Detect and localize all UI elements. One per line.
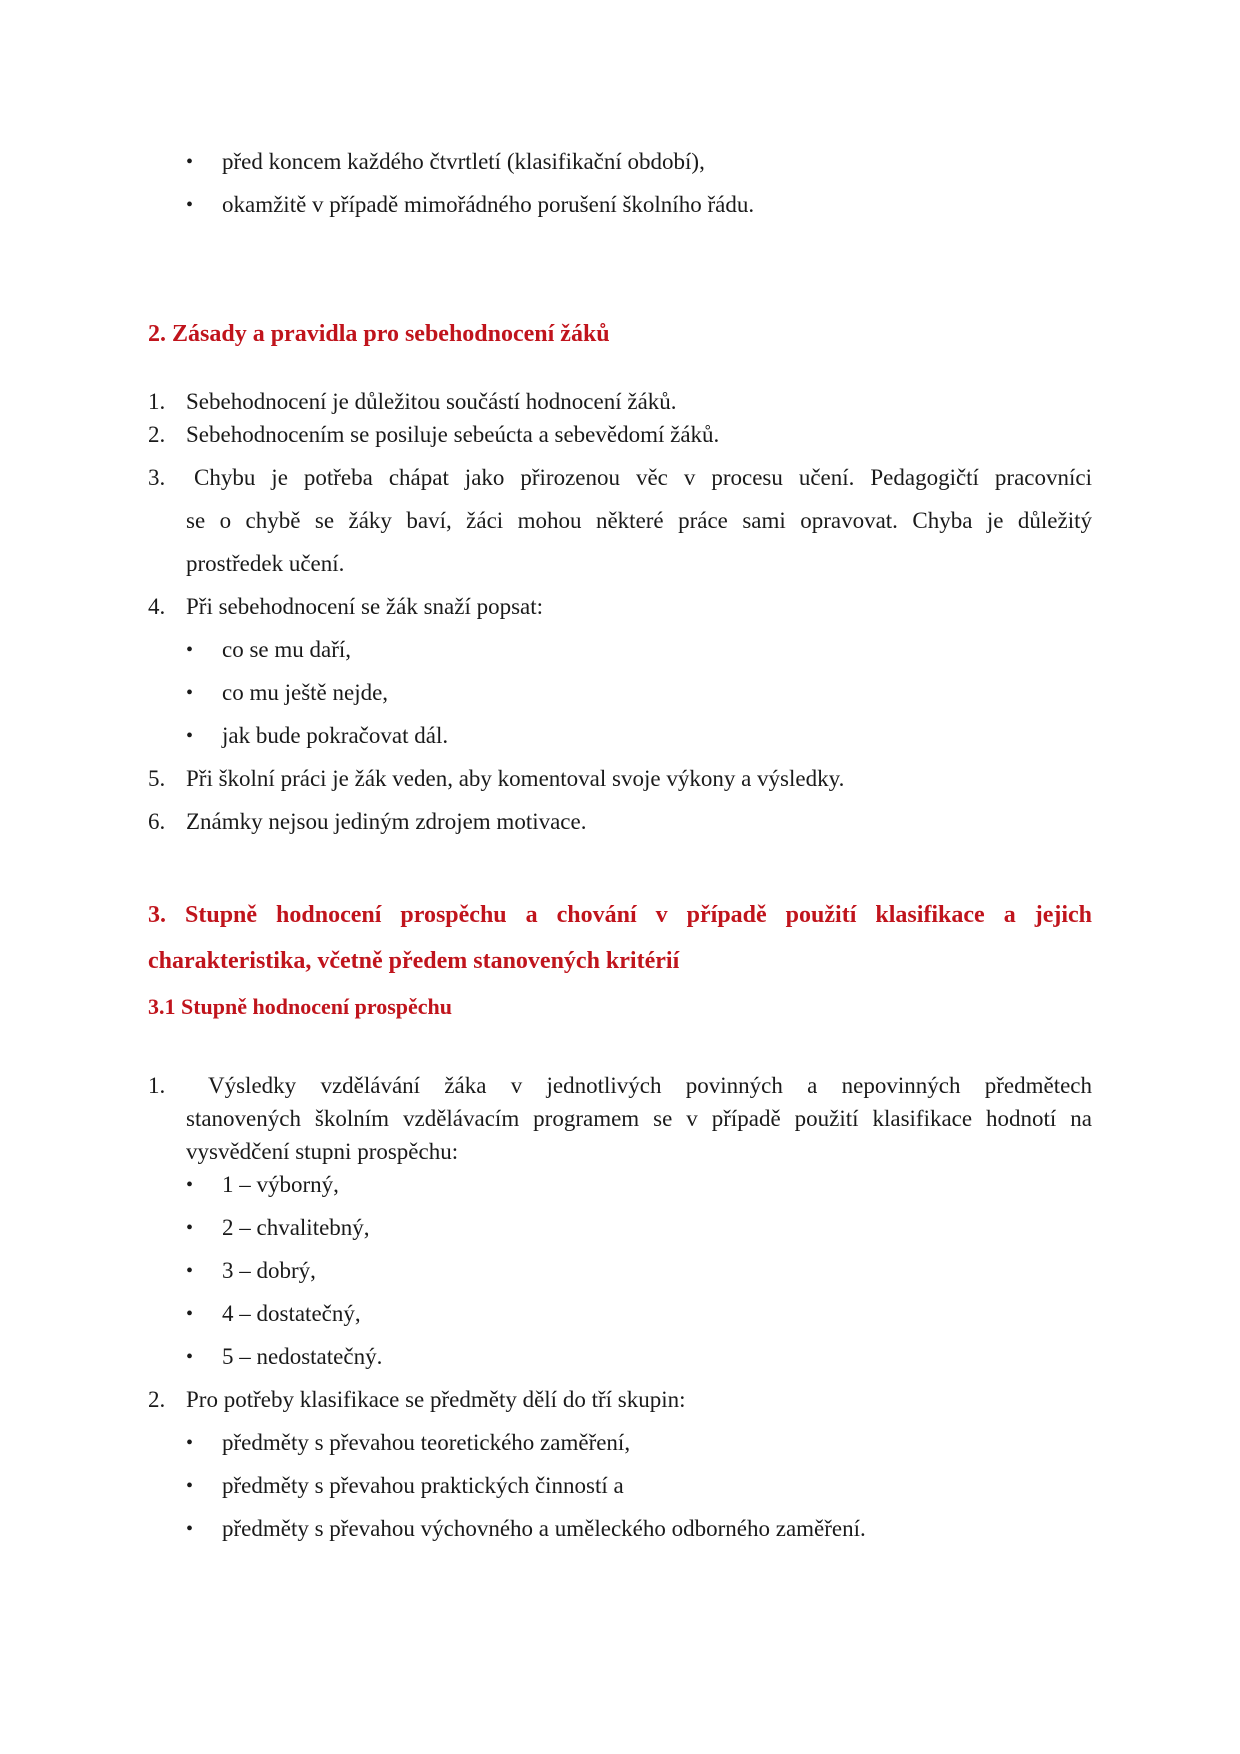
section-heading-line: charakteristika, včetně předem stanovených kritérií — [148, 948, 680, 974]
bullet-marker: • — [186, 682, 194, 704]
list-item: 2 – chvalitebný, — [222, 1215, 370, 1240]
list-number: 4. — [148, 594, 166, 619]
list-number: 2. — [148, 422, 166, 447]
list-item: jak bude pokračovat dál. — [222, 723, 449, 748]
paragraph-line: se o chybě se žáky baví, žáci mohou některé práce sami opravovat. Chyba je důležitý — [186, 508, 1092, 533]
list-item: před koncem každého čtvrtletí (klasifikační období), — [222, 149, 705, 174]
paragraph-line: stanovených školním vzdělávacím programem se v případě použití klasifikace hodnotí na — [186, 1106, 1092, 1131]
paragraph-line: vysvědčení stupni prospěchu: — [186, 1139, 459, 1164]
bullet-marker: • — [186, 1475, 194, 1497]
list-item: Známky nejsou jediným zdrojem motivace. — [186, 809, 587, 834]
list-item: co se mu daří, — [222, 637, 352, 662]
bullet-marker: • — [186, 194, 194, 216]
bullet-marker: • — [186, 1174, 194, 1196]
list-item: Při školní práci je žák veden, aby komentoval svoje výkony a výsledky. — [186, 766, 845, 791]
list-number: 1. — [148, 389, 166, 414]
paragraph-line: Chybu je potřeba chápat jako přirozenou věc v procesu učení. Pedagogičtí pracovníci — [194, 465, 1092, 490]
list-item: předměty s převahou teoretického zaměření, — [222, 1430, 631, 1455]
list-item: Sebehodnocením se posiluje sebeúcta a sebevědomí žáků. — [186, 422, 720, 447]
bullet-marker: • — [186, 1217, 194, 1239]
list-number: 2. — [148, 1387, 166, 1412]
bullet-marker: • — [186, 1260, 194, 1282]
section-heading: 3. Stupně hodnocení prospěchu a chování v případě použití klasifikace a jejich — [148, 902, 1092, 928]
list-item: Pro potřeby klasifikace se předměty dělí do tří skupin: — [186, 1387, 686, 1412]
list-item: 4 – dostatečný, — [222, 1301, 361, 1326]
list-item: 1 – výborný, — [222, 1172, 339, 1197]
bullet-marker: • — [186, 1303, 194, 1325]
list-item: předměty s převahou praktických činností a — [222, 1473, 624, 1498]
list-item: 5 – nedostatečný. — [222, 1344, 383, 1369]
bullet-marker: • — [186, 1432, 194, 1454]
list-number: 5. — [148, 766, 166, 791]
list-item: Při sebehodnocení se žák snaží popsat: — [186, 594, 544, 619]
list-item: Sebehodnocení je důležitou součástí hodnocení žáků. — [186, 389, 677, 414]
list-number: 3. — [148, 465, 166, 490]
bullet-marker: • — [186, 725, 194, 747]
subsection-heading: 3.1 Stupně hodnocení prospěchu — [148, 994, 453, 1019]
list-number: 1. — [148, 1073, 166, 1098]
list-item: předměty s převahou výchovného a uměleckého odborného zaměření. — [222, 1516, 866, 1541]
bullet-marker: • — [186, 639, 194, 661]
paragraph-line: prostředek učení. — [186, 551, 345, 576]
list-item: co mu ještě nejde, — [222, 680, 389, 705]
bullet-marker: • — [186, 1518, 194, 1540]
section-heading: 2. Zásady a pravidla pro sebehodnocení žáků — [148, 321, 610, 347]
bullet-marker: • — [186, 151, 194, 173]
list-item: 3 – dobrý, — [222, 1258, 316, 1283]
list-number: 6. — [148, 809, 166, 834]
paragraph-line: Výsledky vzdělávání žáka v jednotlivých povinných a nepovinných předmětech — [208, 1073, 1092, 1098]
bullet-marker: • — [186, 1346, 194, 1368]
list-item: okamžitě v případě mimořádného porušení školního řádu. — [222, 192, 755, 217]
